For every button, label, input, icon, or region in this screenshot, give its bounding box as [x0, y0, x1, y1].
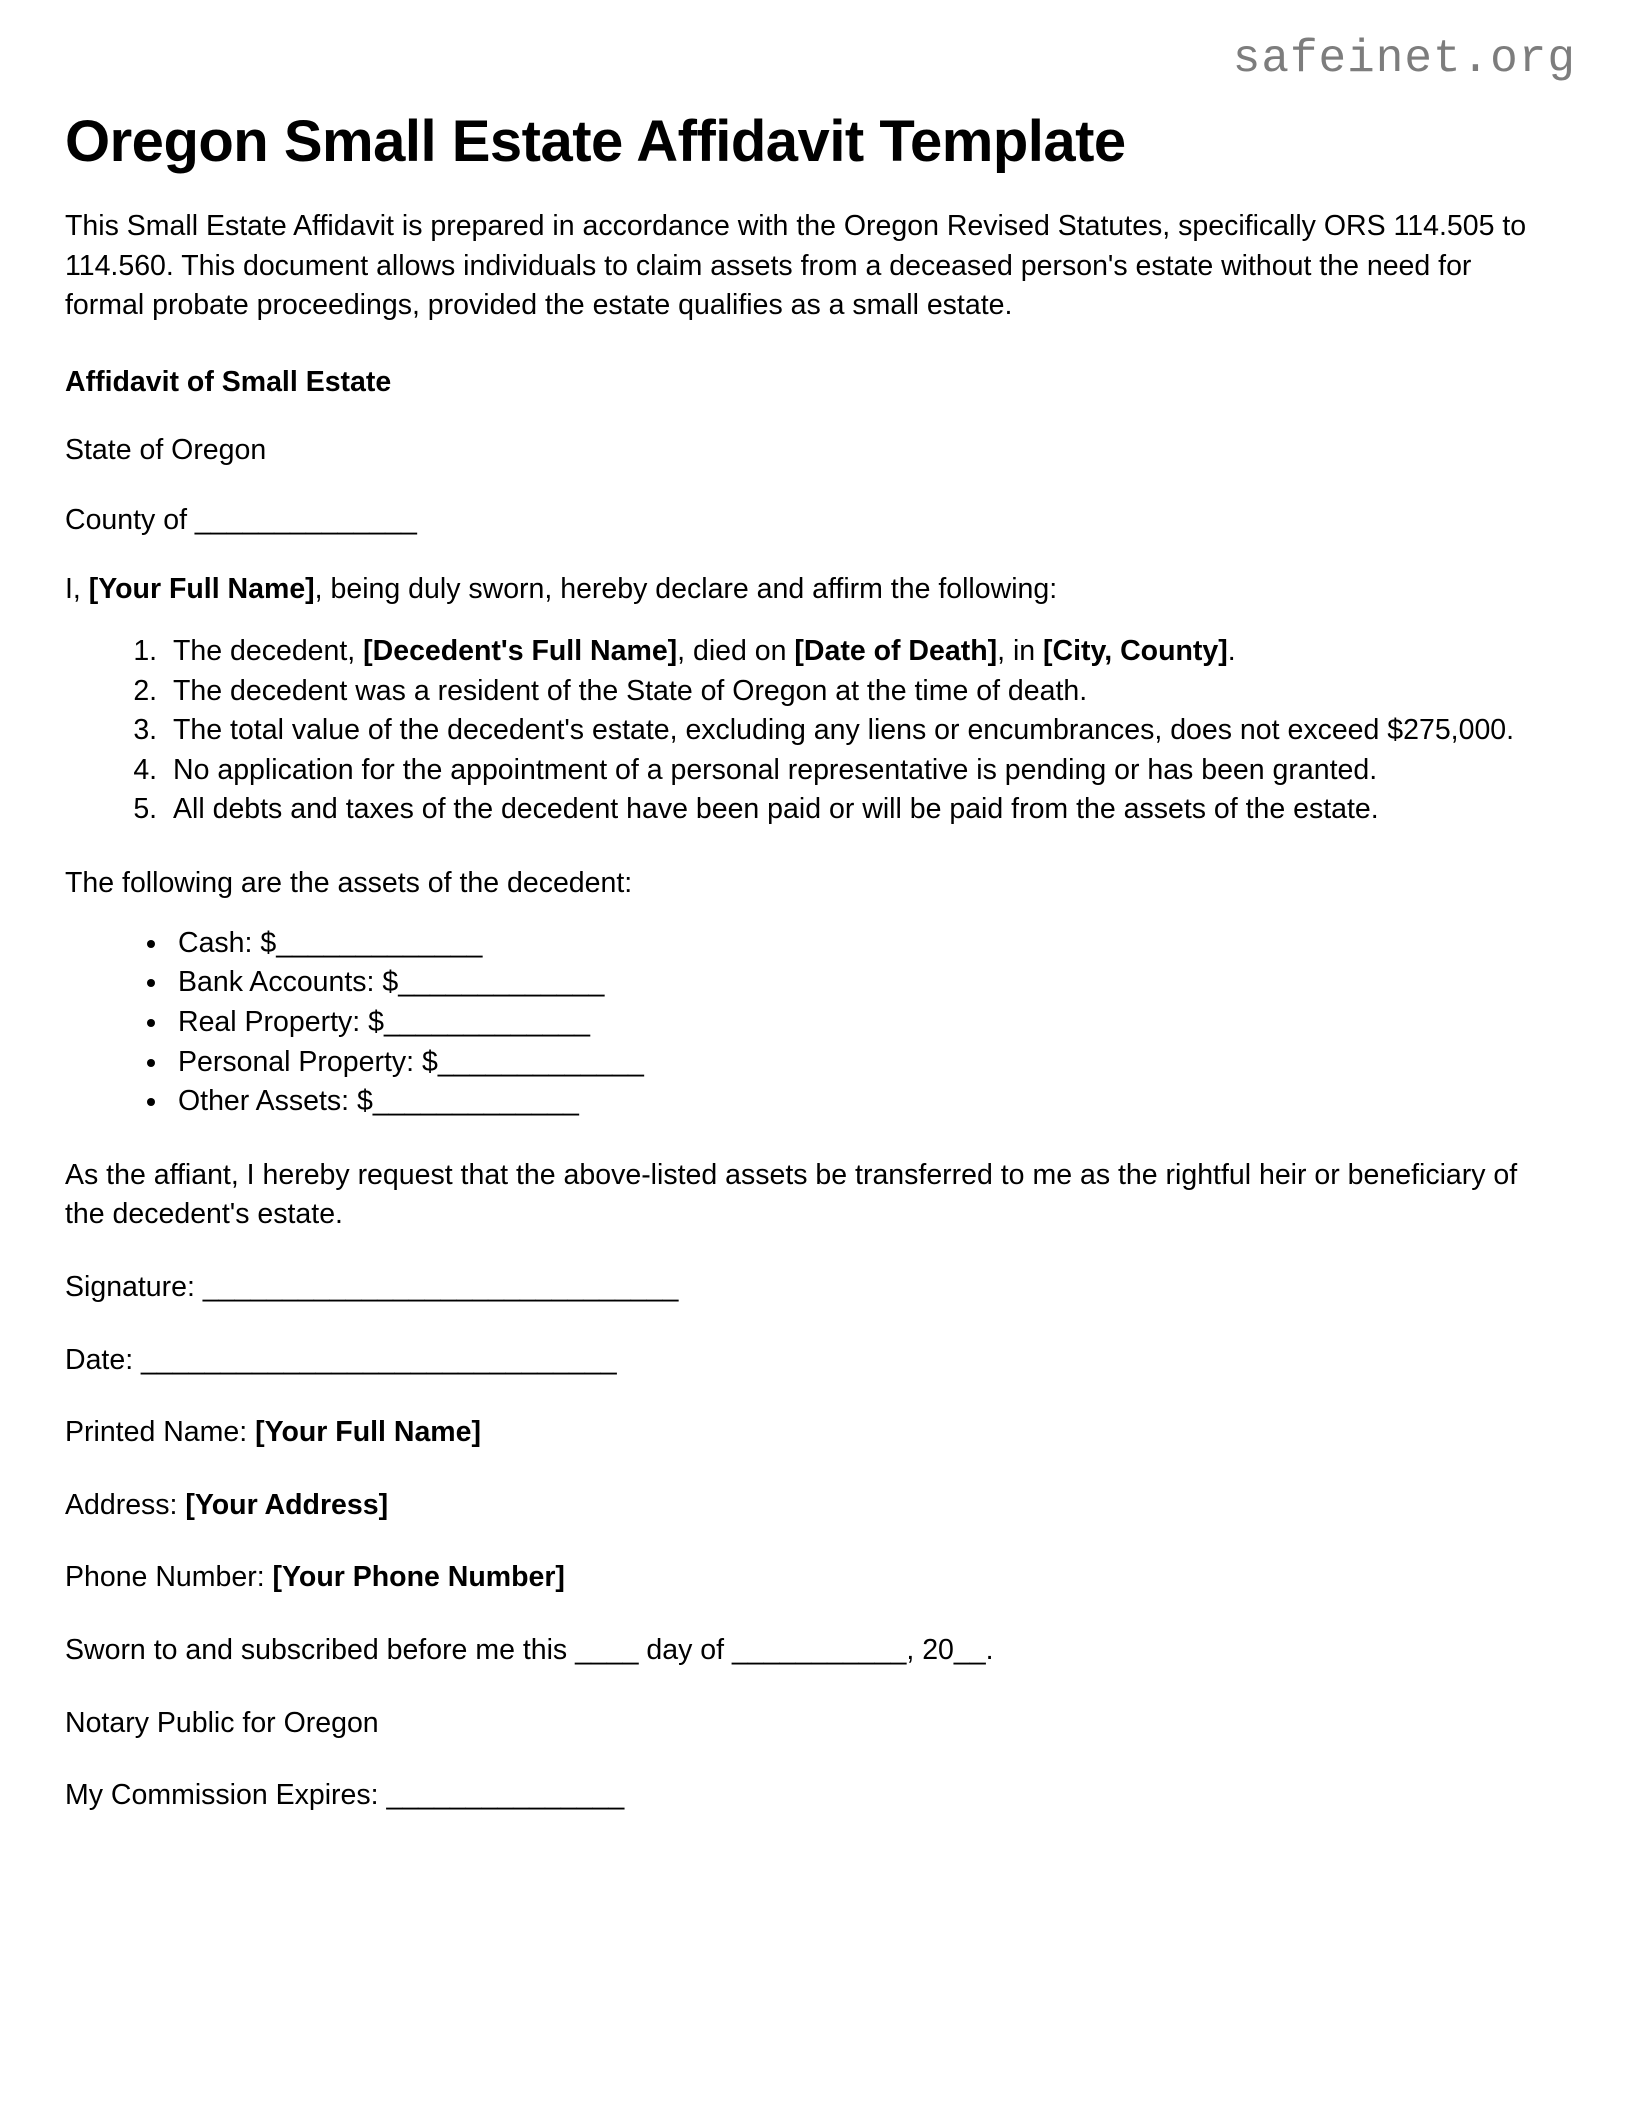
county-label: County of — [65, 503, 195, 536]
address-label: Address: — [65, 1488, 186, 1521]
declaration-suffix: , being duly sworn, hereby declare and affirm the following: — [314, 573, 1058, 606]
claim-text: The total value of the decedent's estate, excluding any liens or encumbrances, does not exceed $275,000. — [173, 714, 1515, 747]
assets-intro: The following are the assets of the decedent: — [65, 867, 633, 900]
claim-text: The decedent, — [173, 635, 364, 668]
sworn-prefix: Sworn to and subscribed before me this — [65, 1633, 576, 1666]
address-field — [65, 1453, 1579, 1526]
claim-placeholder[interactable]: [Decedent's Full Name] — [363, 635, 678, 668]
assets-list — [65, 904, 1579, 1122]
asset-item — [170, 963, 1579, 1003]
commission-blank[interactable]: _______________ — [386, 1779, 625, 1812]
claim-item — [165, 751, 1573, 791]
asset-blank[interactable]: _____________ — [437, 1045, 644, 1078]
phone-field — [65, 1525, 1579, 1598]
claim-item — [165, 790, 1573, 830]
phone-value[interactable]: [Your Phone Number] — [272, 1561, 565, 1594]
sworn-month-blank[interactable]: ___________ — [732, 1633, 907, 1666]
commission-expires-field — [65, 1743, 1579, 1816]
asset-label: Personal Property: $ — [178, 1045, 438, 1078]
date-label: Date: — [65, 1343, 142, 1376]
county-line — [65, 471, 1545, 541]
claim-placeholder[interactable]: [Date of Death] — [794, 635, 998, 668]
page-title: Oregon Small Estate Affidavit Template — [65, 109, 1126, 174]
address-value[interactable]: [Your Address] — [185, 1488, 389, 1521]
asset-blank[interactable]: _____________ — [372, 1085, 579, 1118]
asset-label: Real Property: $ — [178, 1005, 384, 1038]
claim-placeholder[interactable]: [City, County] — [1043, 635, 1228, 668]
sworn-suffix: , 20 — [906, 1633, 954, 1666]
declaration-prefix: I, — [65, 573, 89, 606]
notary-title: Notary Public for Oregon — [65, 1706, 379, 1739]
sworn-day-blank[interactable]: ____ — [575, 1633, 639, 1666]
site-watermark: safeinet.org — [1232, 33, 1576, 85]
asset-blank[interactable]: _____________ — [398, 966, 605, 999]
printed-name-value[interactable]: [Your Full Name] — [255, 1416, 481, 1449]
claim-text: All debts and taxes of the decedent have been paid or will be paid from the assets of the estate. — [173, 793, 1379, 826]
claim-text: The decedent was a resident of the State of Oregon at the time of death. — [173, 674, 1088, 707]
claim-text: , in — [997, 635, 1044, 668]
claim-text: . — [1227, 635, 1236, 668]
state-line: State of Oregon — [65, 434, 267, 467]
date-field — [65, 1308, 1579, 1381]
request-paragraph: As the affiant, I hereby request that the above-listed assets be transferred to me as the rightful heir or beneficiary of the decedent's estate. — [65, 1158, 1518, 1231]
sworn-end: . — [985, 1633, 994, 1666]
sworn-year-blank[interactable]: __ — [953, 1633, 986, 1666]
claim-item — [165, 632, 1573, 672]
asset-label: Bank Accounts: $ — [178, 966, 399, 999]
claim-item — [165, 672, 1573, 712]
declaration-name-placeholder[interactable]: [Your Full Name] — [88, 573, 315, 606]
printed-name-label: Printed Name: — [65, 1416, 256, 1449]
asset-label: Other Assets: $ — [178, 1085, 373, 1118]
date-blank[interactable]: ______________________________ — [141, 1343, 617, 1376]
claims-list — [65, 610, 1579, 830]
asset-blank[interactable]: _____________ — [383, 1005, 590, 1038]
commission-label: My Commission Expires: — [65, 1779, 387, 1812]
asset-item — [170, 924, 1579, 964]
declaration-line — [65, 540, 1545, 610]
printed-name-field — [65, 1380, 1579, 1453]
asset-item — [170, 1082, 1579, 1122]
asset-item — [170, 1043, 1579, 1083]
claim-item — [165, 711, 1573, 751]
county-blank[interactable]: ______________ — [194, 503, 417, 536]
claim-text: No application for the appointment of a personal representative is pending or has been granted. — [173, 753, 1378, 786]
signature-blank[interactable]: ______________________________ — [202, 1270, 679, 1303]
section-heading-affidavit: Affidavit of Small Estate — [65, 365, 392, 398]
intro-paragraph: This Small Estate Affidavit is prepared in accordance with the Oregon Revised Statutes, specifically ORS 114.505 to 114.560. This document allows individuals to claim assets from a deceased person's estate without the need for formal probate proceedings, provided the estate qualifies as a small estate. — [65, 209, 1527, 322]
asset-blank[interactable]: _____________ — [276, 926, 483, 959]
signature-label: Signature: — [65, 1270, 203, 1303]
sworn-statement — [65, 1598, 1579, 1671]
signature-field — [65, 1235, 1579, 1308]
asset-label: Cash: $ — [178, 926, 277, 959]
phone-label: Phone Number: — [65, 1561, 273, 1594]
sworn-mid: day of — [638, 1633, 732, 1666]
asset-item — [170, 1003, 1579, 1043]
claim-text: , died on — [677, 635, 795, 668]
